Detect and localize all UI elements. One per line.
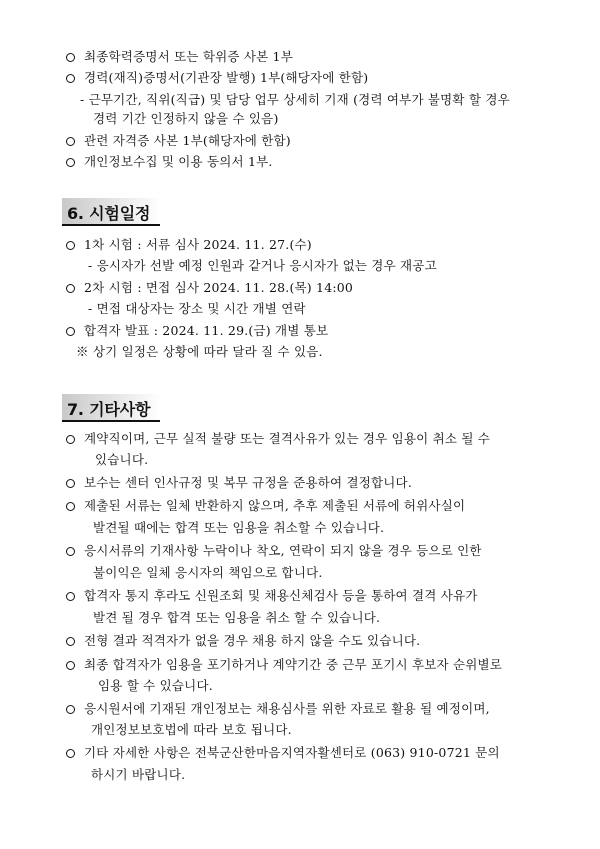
schedule-item-text: 1차 시험 : 서류 심사 2024. 11. 27.(수) — [84, 237, 312, 252]
circle-bullet-icon — [66, 241, 75, 250]
list-item-text: 경력(재직)증명서(기관장 발행) 1부(해당자에 한함) — [84, 70, 369, 85]
schedule-subitem — [88, 301, 306, 317]
list-subitem-text: - 근무기간, 직위(직급) 및 담당 업무 상세히 기재 (경력 여부가 불명확 할 경우 — [80, 92, 510, 107]
schedule-note-text: ※ 상기 일정은 상황에 따라 달라 질 수 있음. — [76, 344, 323, 359]
circle-bullet-icon — [66, 53, 75, 62]
misc-item-continuation — [91, 722, 292, 738]
misc-item — [66, 657, 502, 673]
circle-bullet-icon — [66, 547, 75, 556]
misc-item-continuation — [93, 565, 323, 581]
schedule-item — [66, 280, 353, 296]
circle-bullet-icon — [66, 637, 75, 646]
misc-item — [66, 431, 490, 447]
list-subitem-continuation — [93, 111, 279, 127]
circle-bullet-icon — [66, 327, 75, 336]
list-item-text: 관련 자격증 사본 1부(해당자에 한함) — [84, 133, 291, 148]
list-item — [66, 154, 273, 170]
circle-bullet-icon — [66, 74, 75, 83]
misc-item-text: 기타 자세한 사항은 전북군산한마음지역자활센터로 (063) 910-0721 문의 — [84, 745, 500, 760]
schedule-subitem-text: - 면접 대상자는 장소 및 시간 개별 연락 — [88, 301, 306, 316]
misc-item-text: 임용 할 수 있습니다. — [98, 678, 213, 693]
misc-item — [66, 701, 490, 717]
circle-bullet-icon — [66, 749, 75, 758]
misc-item — [66, 588, 478, 604]
misc-item-continuation — [95, 452, 148, 468]
circle-bullet-icon — [66, 705, 75, 714]
section-heading-misc — [62, 394, 160, 420]
list-item-text: 최종학력증명서 또는 학위증 사본 1부 — [84, 49, 293, 64]
misc-item-text: 응시원서에 기재된 개인정보는 채용심사를 위한 자료로 활용 될 예정이며, — [84, 701, 490, 716]
misc-item — [66, 475, 412, 491]
schedule-item — [66, 323, 328, 339]
list-item — [66, 133, 291, 149]
misc-item-text: 발견될 때에는 합격 또는 임용을 취소할 수 있습니다. — [93, 520, 385, 535]
schedule-subitem — [88, 258, 437, 274]
misc-item-text: 하시기 바랍니다. — [91, 767, 186, 782]
misc-item-text: 발견 될 경우 합격 또는 임용을 취소 할 수 있습니다. — [93, 610, 381, 625]
misc-item-text: 계약직이며, 근무 실적 불량 또는 결격사유가 있는 경우 임용이 취소 될 수 — [84, 431, 491, 446]
misc-item-text: 제출된 서류는 일체 반환하지 않으며, 추후 제출된 서류에 허위사실이 — [84, 498, 466, 513]
section-heading-schedule — [62, 198, 160, 224]
misc-item-text: 전형 결과 적격자가 없을 경우 채용 하지 않을 수도 있습니다. — [84, 633, 421, 648]
schedule-item-text: 합격자 발표 : 2024. 11. 29.(금) 개별 통보 — [84, 323, 329, 338]
misc-item-text: 보수는 센터 인사규정 및 복무 규정을 준용하여 결정합니다. — [84, 475, 412, 490]
schedule-item-text: 2차 시험 : 면접 심사 2024. 11. 28.(목) 14:00 — [84, 280, 354, 295]
misc-item-text: 합격자 통지 후라도 신원조회 및 채용신체검사 등을 통하여 결격 사유가 — [84, 588, 478, 603]
misc-item-text: 응시서류의 기재사항 누락이나 착오, 연락이 되지 않을 경우 등으로 인한 — [84, 543, 482, 558]
list-subitem — [80, 92, 510, 108]
misc-item-text: 개인정보보호법에 따라 보호 됩니다. — [91, 722, 292, 737]
list-subitem-text: 경력 기간 인정하지 않을 수 있음) — [93, 111, 279, 126]
section-title: 7. 기타사항 — [67, 400, 151, 419]
schedule-subitem-text: - 응시자가 선발 예정 인원과 같거나 응시자가 없는 경우 재공고 — [88, 258, 437, 273]
misc-item-continuation — [93, 520, 384, 536]
list-item — [66, 70, 368, 86]
misc-item-continuation — [98, 678, 213, 694]
misc-item-continuation — [91, 767, 185, 783]
misc-item-continuation — [93, 610, 380, 626]
misc-item-text: 불이익은 일체 응시자의 책임으로 합니다. — [93, 565, 323, 580]
list-item-text: 개인정보수집 및 이용 동의서 1부. — [84, 154, 273, 169]
circle-bullet-icon — [66, 661, 75, 670]
list-item — [66, 49, 293, 65]
circle-bullet-icon — [66, 592, 75, 601]
misc-item-text: 최종 합격자가 임용을 포기하거나 계약기간 중 근무 포기시 후보자 순위별로 — [84, 657, 503, 672]
circle-bullet-icon — [66, 137, 75, 146]
misc-item — [66, 745, 500, 761]
schedule-item — [66, 237, 312, 253]
circle-bullet-icon — [66, 502, 75, 511]
circle-bullet-icon — [66, 479, 75, 488]
misc-item — [66, 633, 420, 649]
schedule-note — [76, 344, 323, 360]
circle-bullet-icon — [66, 158, 75, 167]
misc-item — [66, 498, 465, 514]
misc-item — [66, 543, 482, 559]
misc-item-text: 있습니다. — [95, 452, 149, 467]
section-title: 6. 시험일정 — [67, 204, 151, 223]
circle-bullet-icon — [66, 435, 75, 444]
circle-bullet-icon — [66, 284, 75, 293]
